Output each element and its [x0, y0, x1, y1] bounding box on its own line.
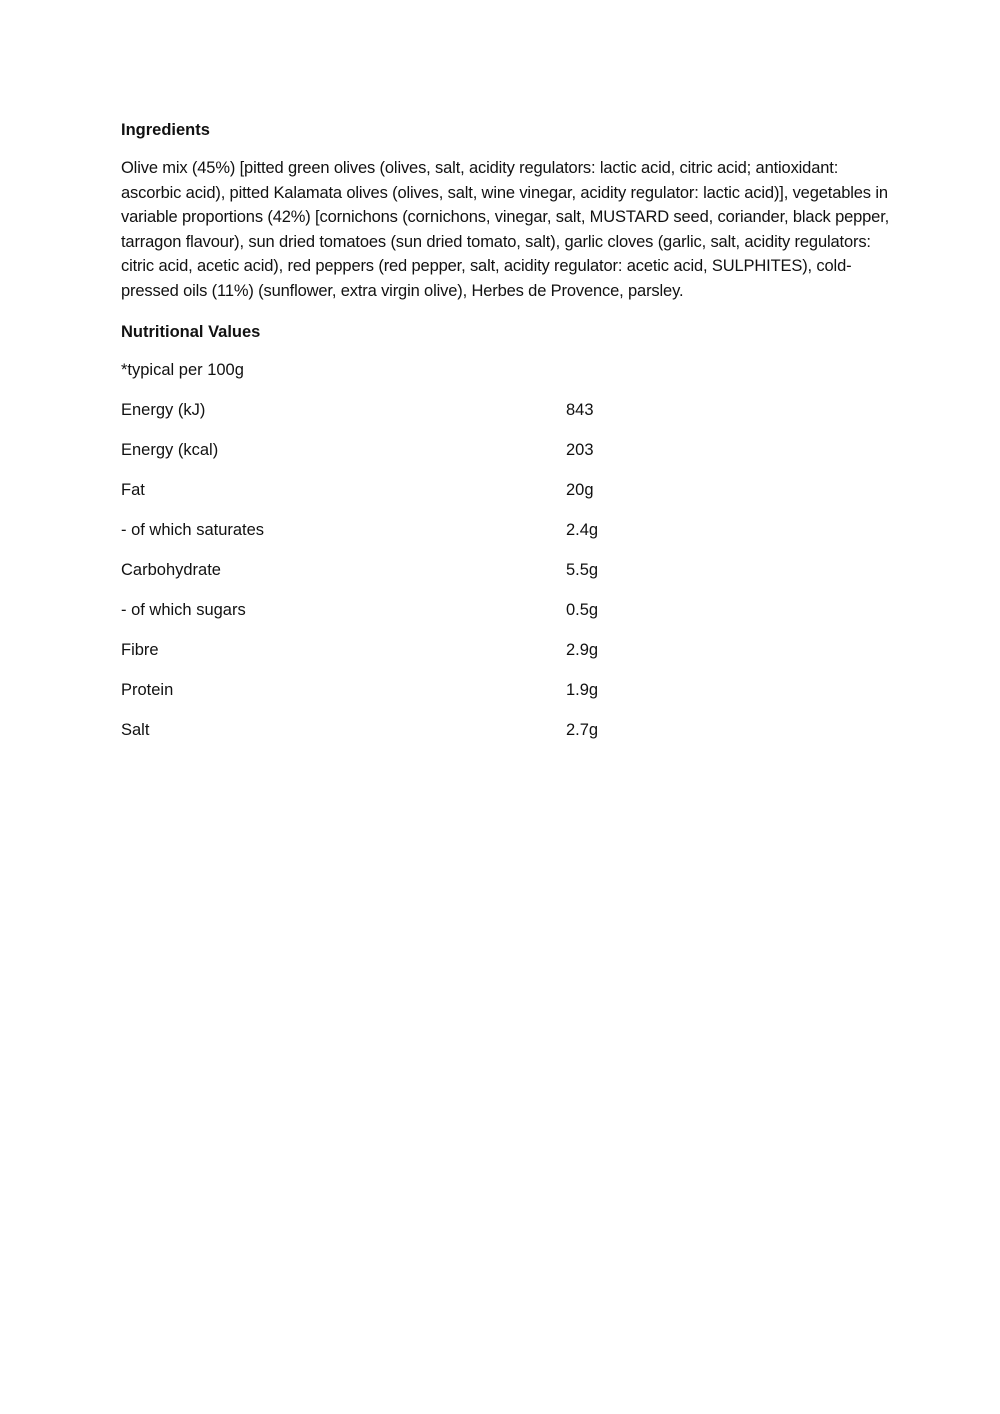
nutrient-label: - of which saturates: [121, 520, 265, 539]
nutrient-value: 20g: [566, 480, 594, 499]
ingredients-heading: Ingredients: [121, 121, 210, 139]
nutrient-label: Protein: [121, 680, 174, 699]
nutrient-value: 0.5g: [566, 600, 599, 619]
nutrition-row-energy-kj: [121, 398, 598, 438]
nutrition-row-energy-kcal: [121, 438, 598, 478]
nutrition-row-sugars: [121, 598, 598, 638]
nutrient-value: 2.7g: [566, 720, 599, 739]
nutrient-label: Fibre: [121, 640, 159, 659]
nutrient-value: 1.9g: [566, 680, 599, 699]
nutrition-row-salt: [121, 718, 598, 758]
ingredients-text: Olive mix (45%) [pitted green olives (olives, salt, acidity regulators: lactic acid, citric acid; antioxidant: ascorbic acid), pitted Kalamata olives (olives, salt, wine vinegar, acidity regulator: lactic acid)], vegetables in variable proportions (42%) [cornichons (cornichons, vinegar, salt, MUSTARD seed, coriander, black pepper, tarragon flavour), sun dried tomatoes (sun dried tomato, salt), garlic cloves (garlic, salt, acidity regulators: citric acid, acetic acid), red peppers (red pepper, salt, acidity regulator: acetic acid, SULPHITES), cold-pressed oils (11%) (sunflower, extra virgin olive), Herbes de Provence, parsley.: [121, 159, 890, 300]
nutrient-label: Salt: [121, 720, 150, 739]
nutrition-row-protein: [121, 678, 598, 718]
nutrient-value: 203: [566, 440, 594, 459]
nutrient-label: Carbohydrate: [121, 560, 221, 579]
nutrition-basis: *typical per 100g: [121, 360, 244, 379]
nutrient-label: Energy (kcal): [121, 440, 219, 459]
nutrition-heading: Nutritional Values: [121, 322, 261, 341]
nutrition-row-saturates: [121, 518, 598, 558]
nutrition-row-fat: [121, 478, 598, 518]
nutrient-label: - of which sugars: [121, 600, 246, 619]
nutrient-label: Fat: [121, 480, 145, 499]
nutrition-table: [121, 398, 598, 758]
nutrient-label: Energy (kJ): [121, 400, 206, 419]
document-page: [121, 118, 891, 758]
nutrient-value: 5.5g: [566, 560, 599, 579]
nutrient-value: 2.4g: [566, 520, 599, 539]
nutrient-value: 843: [566, 400, 594, 419]
nutrient-value: 2.9g: [566, 640, 599, 659]
nutrition-row-fibre: [121, 638, 598, 678]
nutrition-row-carbohydrate: [121, 558, 598, 598]
